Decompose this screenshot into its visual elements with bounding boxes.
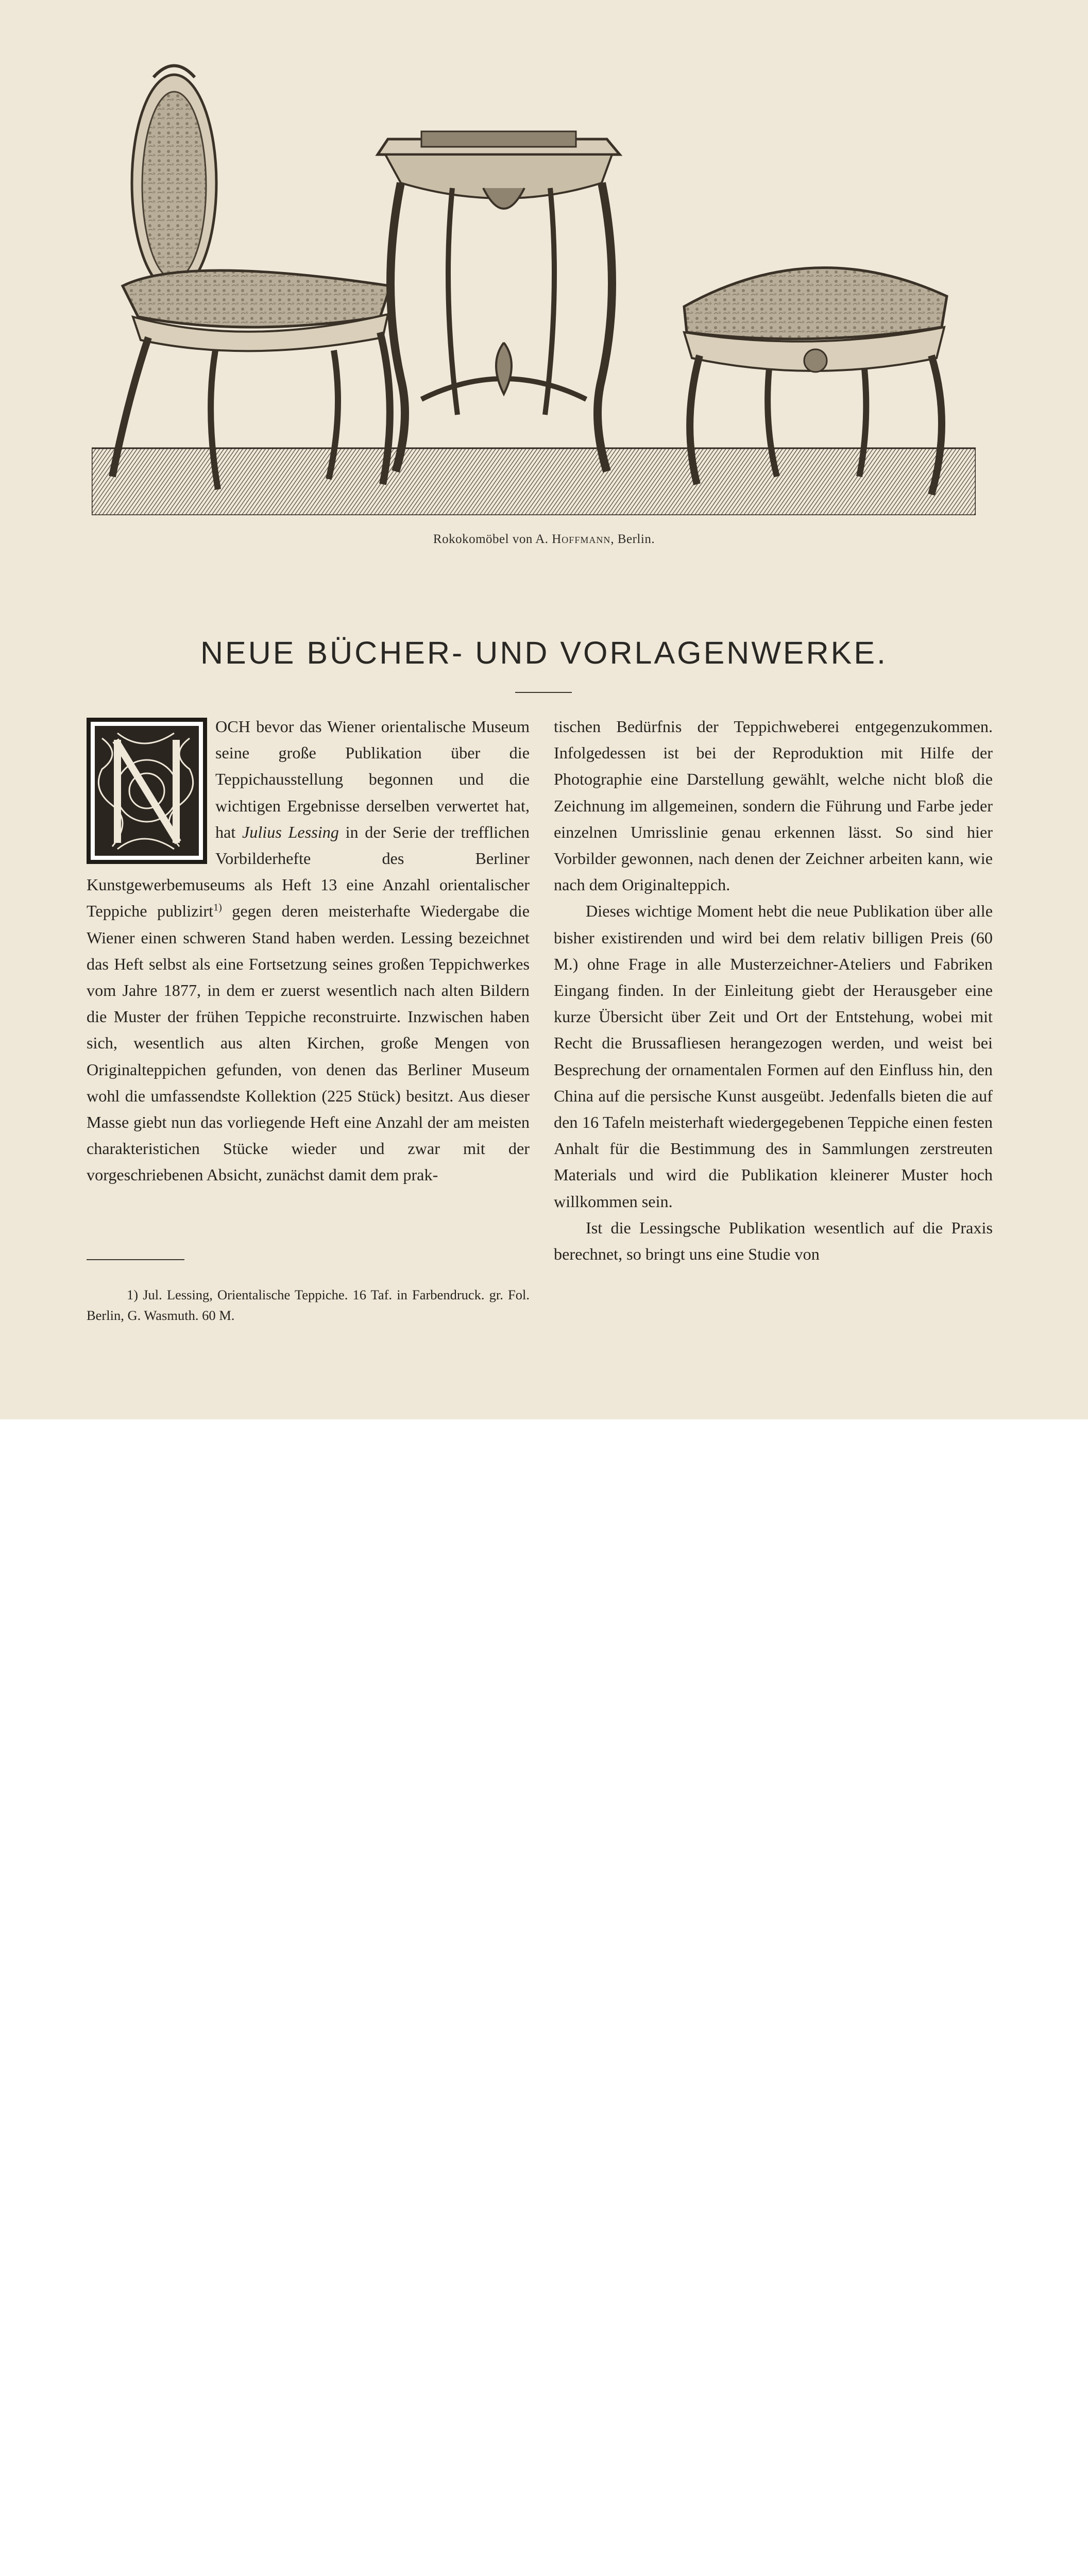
left-column (87, 714, 530, 1189)
article-heading: NEUE BÜCHER- UND VORLAGENWERKE. (200, 635, 888, 670)
left-column-text-part-a: in der Serie der trefflichen Vorbilderhefte des Berliner Kunstgewerbemuseums als Heft 13 eine Anzahl orientalischer Teppiche publizirt (87, 822, 530, 921)
footnote-rule (87, 1259, 184, 1260)
heading-rule (515, 692, 572, 693)
right-column-paragraph-1: tischen Bedürfnis der Teppichweberei entgegenzukommen. Infolgedessen ist bei der Reproduktion mit Hilfe der Photographie eine Darstellung gewählt, welche nicht bloß die Zeichnung im allgemeinen, sondern die Führung und Farbe jeder einzelnen Umrisslinie genau erkennen lässt. So sind hier Vorbilder gewonnen, nach denen der Zeichner arbeiten kann, wie nach dem Originalteppich. (554, 717, 993, 894)
right-column-paragraph-2: Dieses wichtige Moment hebt die neue Publikation über alle bisher existirenden und wird bei dem relativ billigen Preis (60 M.) ohne Frage in alle Musterzeichner-Ateliers und Fabriken Eingang finden. In der Einleitung giebt der Herausgeber eine kurze Übersicht über Zeit und Ort der Entstehung, wobei mit Recht die Brussafliesen herangezogen werden, und weist bei Besprechung der ornamentalen Formen auf den Einfluss hin, den China auf die persische Kunst ausgeübt. Jedenfalls bieten die auf den 16 Tafeln meisterhaft wiedergegebenen Teppiche einen festen Anhalt für die Bestimmung des in Sammlungen zerstreuten Materials und wird die Publikation kleinerer Muster hoch willkommen sein. (554, 902, 993, 1211)
footnote (87, 1284, 530, 1326)
footnote-text: 1) Jul. Lessing, Orientalische Teppiche. 16 Taf. in Farbendruck. gr. Fol. Berlin, G. Wasmuth. 60 M. (87, 1287, 530, 1323)
drop-cap-n-initial (87, 718, 207, 864)
illustration-caption (0, 532, 1088, 547)
caption-maker-name: Hoffmann (552, 532, 611, 546)
caption-lead: Rokokomöbel von A. (433, 532, 549, 546)
author-name: Julius Lessing (242, 822, 339, 841)
rococo-furniture-illustration (92, 28, 976, 515)
caption-tail: , Berlin. (610, 532, 655, 546)
right-column-paragraph-3: Ist die Lessingsche Publikation wesentlich auf die Praxis berechnet, so bringt uns eine Studie von (554, 1218, 993, 1264)
left-column-lead-text: OCH bevor das Wiener orientalische Museum seine große Publikation über die Teppichausstellung begonnen und die wichtigen Ergebnisse derselben verwertet hat, hat (215, 717, 530, 841)
left-column-text-part-b: gegen deren meisterhafte Wiedergabe die Wiener einen schweren Stand haben werden. Lessing bezeichnet das Heft selbst als eine Fortsetzung seines großen Teppichwerkes vom Jahre 1877, in dem er zuerst wesentlich nach alten Bildern die Muster der frühen Teppiche reconstruirte. Inzwischen haben sich, wesentlich aus alten Kirchen, große Mengen von Originalteppichen gefunden, von denen das Berliner Museum wohl die umfassendste Kollektion (225 Stück) besitzt. Aus dieser Masse giebt nun das vorliegende Heft eine Anzahl der am meisten charakteristichen Stücke wieder und zwar mit der vorgeschriebenen Absicht, zunächst damit dem prak- (87, 902, 530, 1184)
footnote-marker: 1) (213, 902, 222, 913)
digitization-footer (0, 1419, 1088, 1506)
right-column (554, 714, 993, 1267)
